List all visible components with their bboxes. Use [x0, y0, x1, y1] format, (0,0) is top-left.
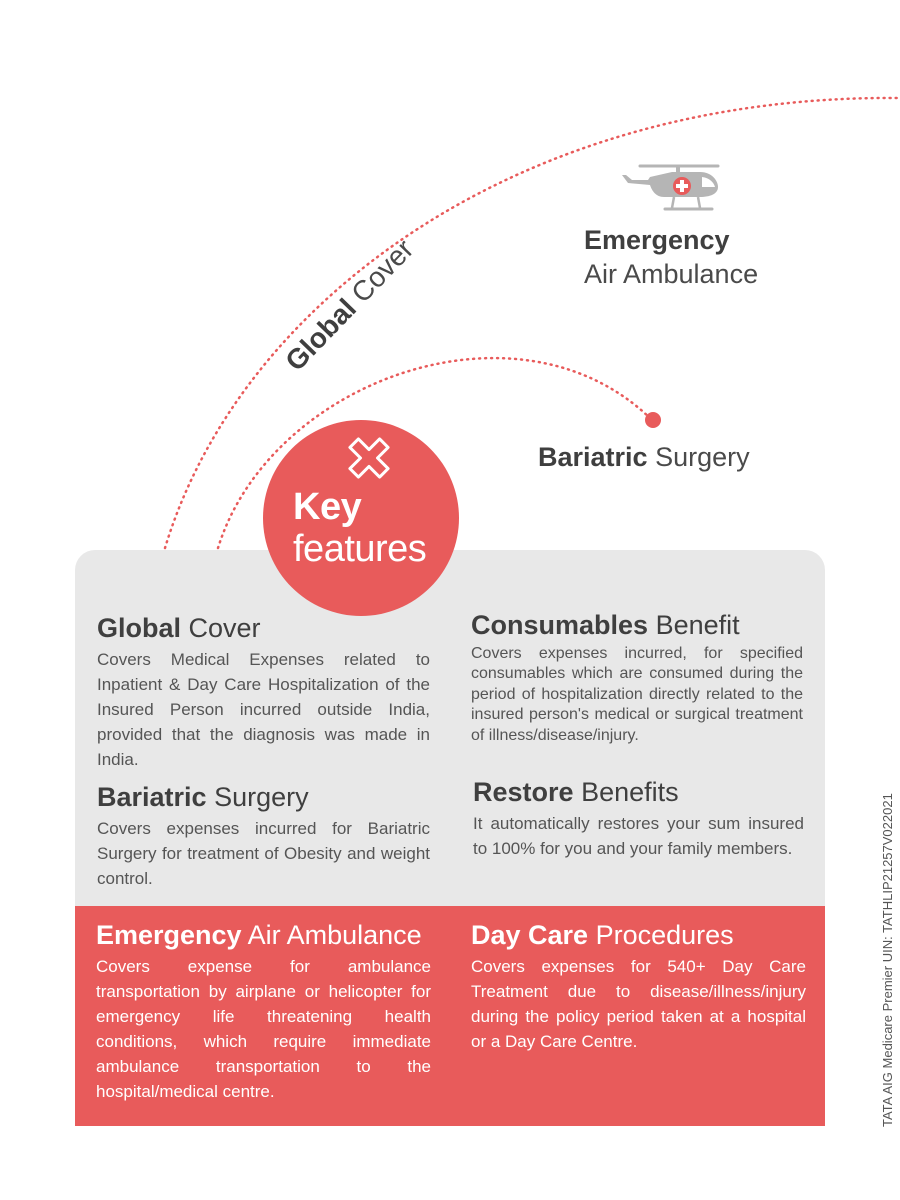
feature-title-bold: Consumables [471, 610, 649, 640]
feature-title-light: Air Ambulance [247, 920, 422, 950]
feature-title-bold: Restore [473, 777, 574, 807]
air-ambulance-tag-bold: Emergency [584, 225, 730, 255]
air-ambulance-tag-light: Air Ambulance [584, 258, 759, 289]
feature-title-light: Cover [188, 613, 261, 643]
medical-cross-icon [344, 433, 394, 483]
bariatric-tag [538, 443, 750, 473]
feature-global-cover [97, 614, 430, 772]
feature-title [97, 783, 430, 813]
bariatric-tag-light: Surgery [655, 442, 750, 472]
feature-restore-benefits [473, 778, 804, 861]
feature-description: Covers Medical Expenses related to Inpatient & Day Care Hospitalization of the Insured Person incurred outside India, provided that the diagnosis was made in India. [97, 649, 430, 769]
feature-bariatric-surgery [97, 783, 430, 891]
feature-title-bold: Day Care [471, 920, 589, 950]
feature-title-bold: Emergency [96, 920, 242, 950]
feature-description: Covers expense for ambulance transportation by airplane or helicopter for emergency life threatening health conditions, which require immediate ambulance transportation to the hospital/medical centre. [96, 956, 431, 1101]
feature-description: It automatically restores your sum insured to 100% for you and your family members. [473, 813, 804, 858]
feature-title-light: Benefits [581, 777, 679, 807]
bariatric-tag-bold: Bariatric [538, 442, 648, 472]
bariatric-arc-dot [645, 412, 661, 428]
feature-title [471, 921, 806, 951]
badge-title-bold: Key [293, 486, 362, 528]
feature-title [96, 921, 431, 951]
badge-title-light: features [293, 528, 427, 570]
feature-title [473, 778, 804, 808]
feature-emergency-air-ambulance [96, 921, 431, 1104]
feature-description: Covers expenses for 540+ Day Care Treatment due to disease/illness/injury during the policy period taken at a hospital or a Day Care Centre. [471, 956, 806, 1051]
feature-title [471, 611, 803, 641]
product-uin-label: TATA AIG Medicare Premier UIN: TATHLIP21257V022021 [880, 793, 895, 1127]
feature-description: Covers expenses incurred for Bariatric Surgery for treatment of Obesity and weight control. [97, 818, 430, 888]
feature-title [97, 614, 430, 644]
helicopter-icon [622, 166, 718, 209]
feature-day-care-procedures [471, 921, 806, 1054]
global-tag-light: Cover [345, 233, 420, 309]
key-features-badge [263, 420, 459, 616]
feature-consumables-benefit [471, 611, 803, 746]
global-tag-bold: Global [279, 292, 363, 377]
feature-title-light: Procedures [595, 920, 734, 950]
feature-title-bold: Bariatric [97, 782, 207, 812]
feature-title-light: Benefit [655, 610, 740, 640]
feature-description: Covers expenses incurred, for specified consumables which are consumed during the period of hospitalization directly related to the insured person's medical or surgical treatment of illness/disease/injury. [471, 644, 803, 744]
feature-title-light: Surgery [214, 782, 309, 812]
air-ambulance-tag [584, 226, 758, 289]
feature-title-bold: Global [97, 613, 182, 643]
